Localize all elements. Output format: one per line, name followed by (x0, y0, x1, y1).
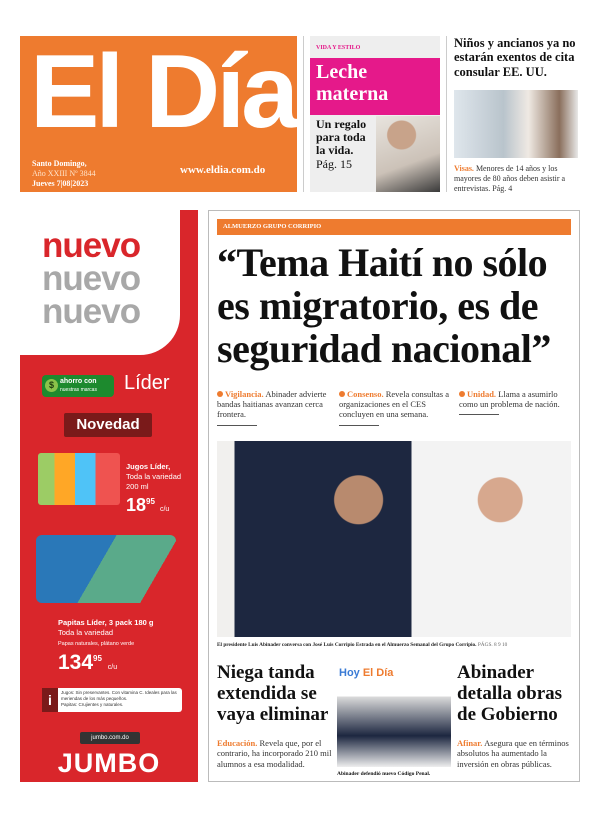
ahorro-badge: $ ahorro con nuestras marcas (42, 375, 114, 397)
promo-photo (376, 116, 440, 192)
divider (303, 36, 304, 192)
right-story-text: Afinar. Asegura que en términos absolutos ha aumentado la inversión en obras públicas. (457, 737, 569, 769)
chips-product-image (36, 535, 176, 603)
jumbo-url[interactable]: jumbo.com.do (80, 732, 140, 744)
juice-price: $18^{95}$ c/u (126, 495, 170, 515)
bullet-vigilancia: Vigilancia. Abinader advierte bandas haitianas avanzan cerca frontera. (217, 389, 332, 426)
jumbo-logo: JUMBO (57, 748, 161, 778)
bullet-dot-icon (217, 391, 223, 397)
main-photo (217, 441, 571, 637)
ad-nuevo-3: nuevo (42, 292, 141, 331)
edition-place: Santo Domingo, (32, 159, 87, 168)
main-headline[interactable]: “Tema Haití no sólo es migratorio, es de seguridad nacional” (217, 240, 551, 372)
lider-brand: Líder (124, 372, 170, 394)
edition-number: Año XXIII Nº 3844 (32, 169, 96, 178)
info-text: Jugos: Sin preservantes. Con vitamina C. Ideales para las meriendas de los más pequeños. Papitas: Crujientes y naturales. (61, 690, 177, 708)
left-story-headline[interactable]: Niega tanda extendida se vaya eliminar (217, 662, 329, 725)
info-box (42, 688, 182, 712)
edition-date: Jueves 7|08|2023 (32, 179, 89, 188)
promo-text: Un regalo para toda la vida. Pág. 15 (316, 117, 367, 171)
chips-price: $134^{95}$ c/u (58, 651, 118, 674)
right-story-headline[interactable]: Abinader detalla obras de Gobierno (457, 662, 563, 725)
main-photo-caption: El presidente Luis Abinader conversa con José Luis Corripio Estrada en el Almuerzo Semanal del Grupo Corripio. PÁGS. 8 9 10 (217, 642, 508, 648)
event-logos: Hoy El Día (339, 667, 394, 679)
newspaper-logo: El Día (30, 34, 295, 150)
bullet-dot-icon (459, 391, 465, 397)
bullet-unidad: Unidad. Llama a asumirlo como un problema de nación. (459, 389, 574, 415)
promo-page: Pág. 15 (316, 156, 352, 171)
promo-kicker: VIDA Y ESTILO (316, 45, 361, 51)
side-story-photo (454, 90, 578, 158)
side-story-headline[interactable]: Niños y ancianos ya no estarán exentos de cita consular EE. UU. (454, 36, 576, 79)
side-story-text: Visas. Menores de 14 años y los mayores de 80 años deben asistir a entrevistas. Pág. 4 (454, 164, 566, 193)
center-photo (337, 663, 451, 767)
bullet-consenso: Consenso. Revela consultas a organizaciones en el CES concluyen en una semana. (339, 389, 454, 426)
ad-nuevo-1: nuevo (42, 226, 141, 265)
promo-vida-y-estilo[interactable] (310, 36, 440, 192)
juice-product-image (38, 453, 120, 505)
left-story-text: Educación. Revela que, por el contrario, ha incorporado 210 mil alumnos a esa modalidad. (217, 737, 332, 769)
chips-description: Papitas Líder, 3 pack 180 g Toda la variedad Papas naturales, plátano verde (58, 618, 154, 647)
promo-title: Leche materna (310, 58, 440, 115)
main-story (208, 210, 580, 782)
website-link[interactable]: www.eldia.com.do (180, 164, 266, 176)
left-story (217, 663, 335, 770)
dollar-icon: $ (45, 379, 58, 392)
info-icon: i (42, 688, 58, 712)
center-photo-caption: Abinader defendió nuevo Código Penal. (337, 771, 431, 777)
right-story (457, 663, 575, 770)
ad-nuevo-2: nuevo (42, 259, 141, 298)
juice-description: Jugos Líder, Toda la variedad 200 ml (126, 462, 182, 491)
masthead (20, 36, 297, 192)
divider (446, 36, 447, 192)
main-kicker: ALMUERZO GRUPO CORRIPIO (217, 219, 571, 235)
novedad-label: Novedad (64, 413, 152, 437)
jumbo-advertisement[interactable] (20, 210, 198, 782)
bullet-dot-icon (339, 391, 345, 397)
